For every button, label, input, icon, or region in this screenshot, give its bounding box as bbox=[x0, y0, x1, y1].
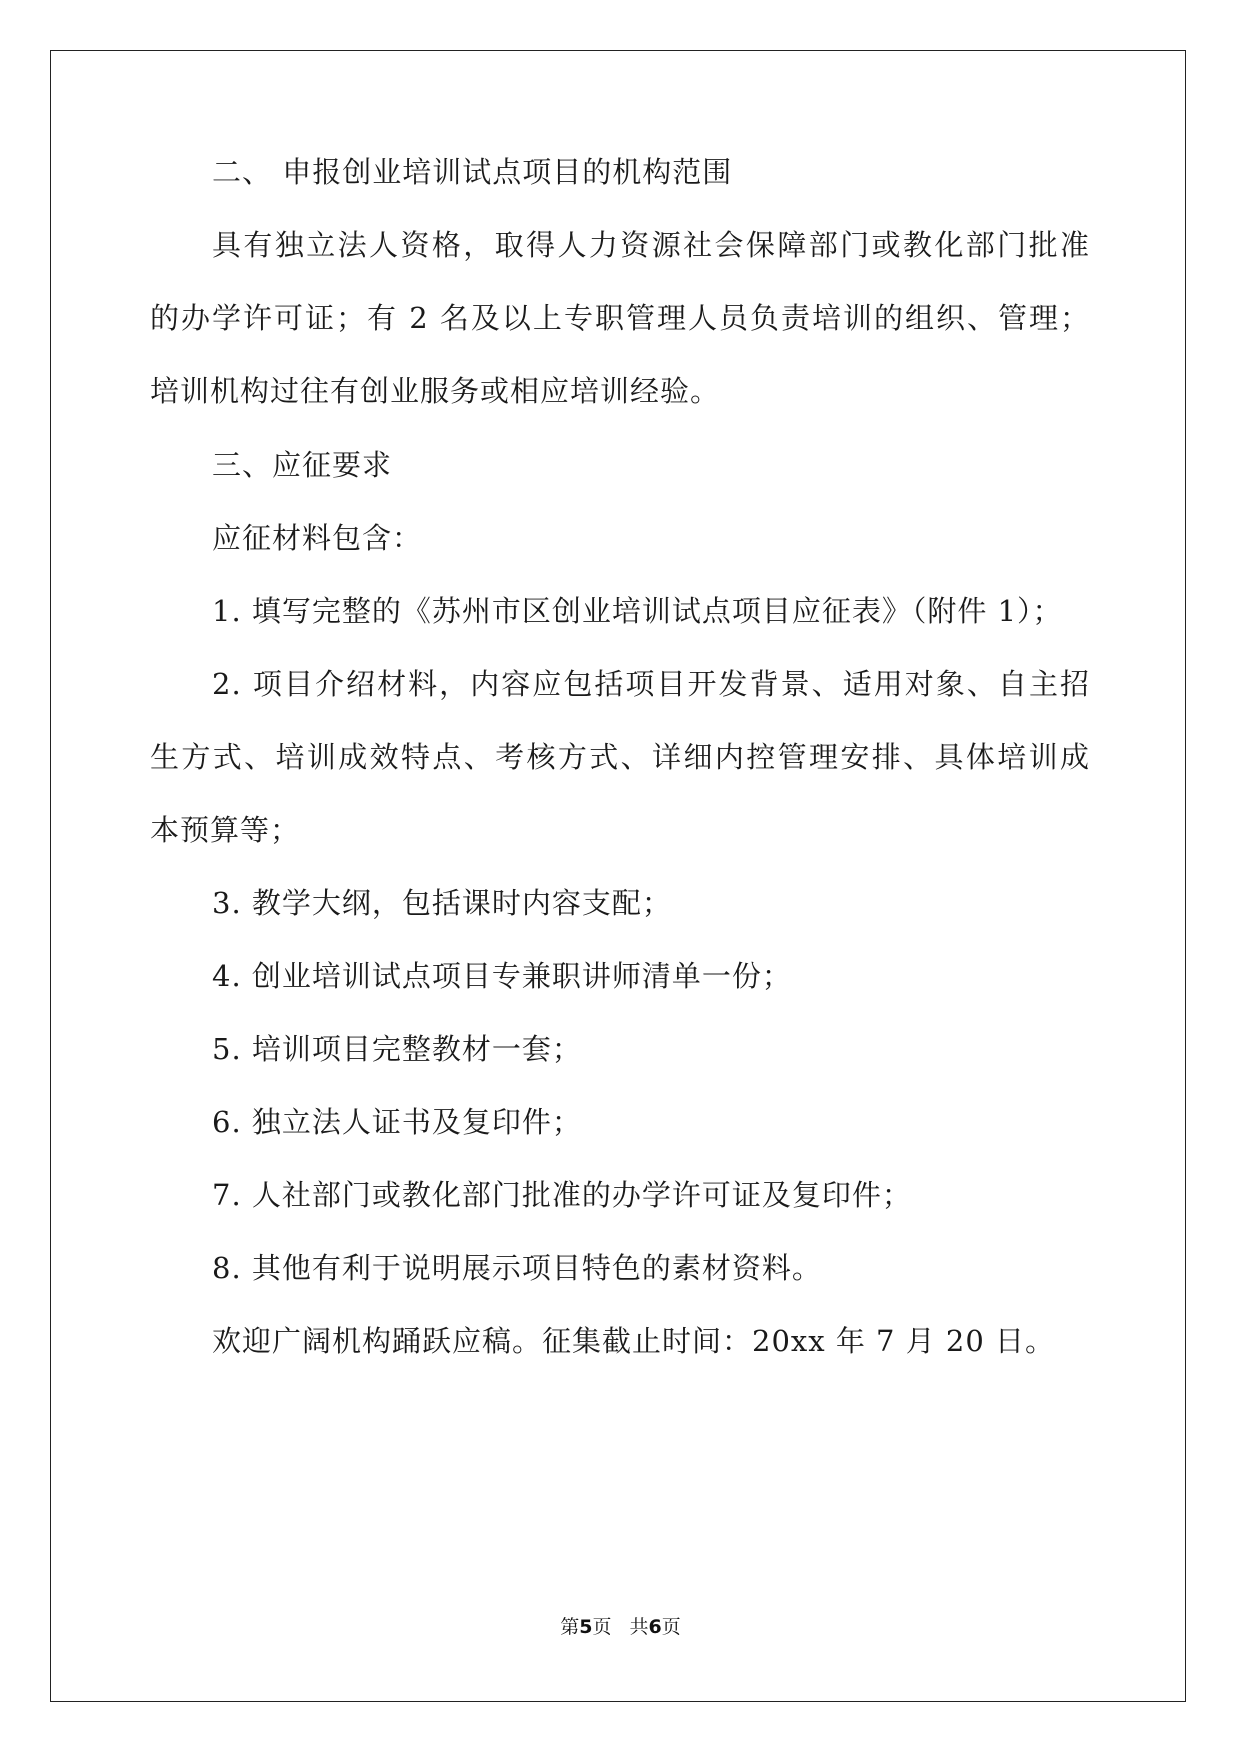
paragraph-line: 的办学许可证；有 2 名及以上专职管理人员负责培训的组织、管理； bbox=[150, 301, 1090, 335]
paragraph-line: 具有独立法人资格，取得人力资源社会保障部门或教化部门批准 bbox=[212, 228, 1090, 262]
total-pages-number: 6 bbox=[648, 1616, 662, 1638]
list-item: 3. 教学大纲，包括课时内容支配； bbox=[212, 886, 672, 920]
footer-total-prefix: 共 bbox=[629, 1616, 649, 1638]
footer-prefix: 第 bbox=[560, 1616, 580, 1638]
list-item: 8. 其他有利于说明展示项目特色的素材资料。 bbox=[212, 1251, 822, 1285]
list-item-continuation: 本预算等； bbox=[150, 813, 301, 847]
footer-page-word: 页 bbox=[592, 1616, 612, 1638]
list-item: 7. 人社部门或教化部门批准的办学许可证及复印件； bbox=[212, 1178, 912, 1212]
paragraph-line: 应征材料包含： bbox=[212, 521, 423, 555]
list-item: 1. 填写完整的《苏州市区创业培训试点项目应征表》（附件 1）； bbox=[212, 594, 1063, 628]
section-heading-3: 三、应征要求 bbox=[212, 448, 393, 482]
section-heading-2: 二、 申报创业培训试点项目的机构范围 bbox=[212, 155, 733, 189]
list-item: 6. 独立法人证书及复印件； bbox=[212, 1105, 582, 1139]
current-page-number: 5 bbox=[579, 1616, 593, 1638]
list-item: 5. 培训项目完整教材一套； bbox=[212, 1032, 582, 1066]
list-item-continuation: 生方式、培训成效特点、考核方式、详细内控管理安排、具体培训成 bbox=[150, 740, 1090, 774]
paragraph-line: 欢迎广阔机构踊跃应稿。征集截止时间：20xx 年 7 月 20 日。 bbox=[212, 1324, 1056, 1358]
paragraph-line: 培训机构过往有创业服务或相应培训经验。 bbox=[150, 374, 721, 408]
list-item: 2. 项目介绍材料，内容应包括项目开发背景、适用对象、自主招 bbox=[212, 667, 1090, 701]
page-footer bbox=[0, 1615, 1241, 1639]
list-item: 4. 创业培训试点项目专兼职讲师清单一份； bbox=[212, 959, 792, 993]
footer-total-suffix: 页 bbox=[661, 1616, 681, 1638]
